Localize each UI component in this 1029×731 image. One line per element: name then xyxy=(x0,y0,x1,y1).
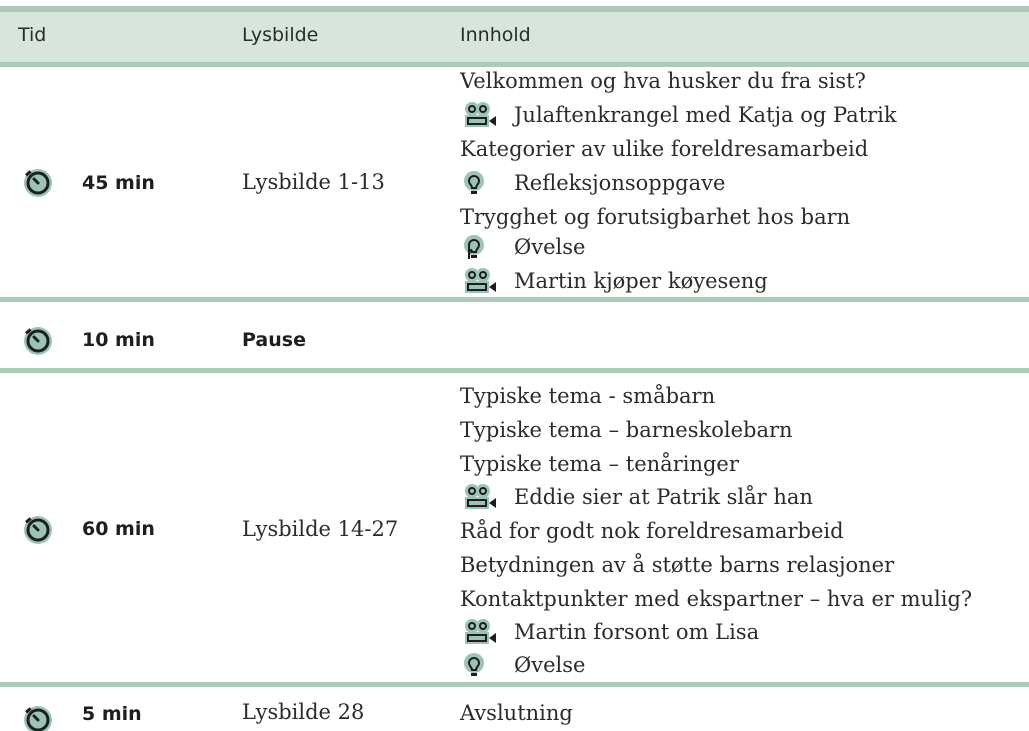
stopwatch-icon xyxy=(22,324,54,356)
row-divider xyxy=(0,682,1029,687)
content-item: Martin forsont om Lisa xyxy=(514,620,760,644)
content-item: Betydningen av å støtte barns relasjoner xyxy=(460,553,895,577)
lightbulb-icon xyxy=(462,232,498,262)
content-item: Eddie sier at Patrik slår han xyxy=(514,485,813,509)
film-camera-icon xyxy=(462,617,498,647)
duration-label: 5 min xyxy=(82,703,142,725)
row-divider xyxy=(0,297,1029,302)
content-item: Velkommen og hva husker du fra sist? xyxy=(460,69,866,93)
content-item: Typiske tema – tenåringer xyxy=(460,452,739,476)
header-slide: Lysbilde xyxy=(242,24,319,46)
header-time: Tid xyxy=(18,24,47,46)
content-item: Øvelse xyxy=(514,653,586,677)
stopwatch-icon xyxy=(22,166,54,198)
table-header xyxy=(0,6,1029,67)
slide-range: Lysbilde 1-13 xyxy=(242,170,385,194)
slide-range: Lysbilde 28 xyxy=(242,700,365,724)
content-item: Råd for godt nok foreldresamarbeid xyxy=(460,519,844,543)
header-content: Innhold xyxy=(460,24,531,46)
film-camera-icon xyxy=(462,266,498,296)
content-item: Kontaktpunkter med ekspartner – hva er mulig? xyxy=(460,587,973,611)
lightbulb-icon xyxy=(462,168,498,198)
row-divider xyxy=(0,368,1029,373)
film-camera-icon xyxy=(462,482,498,512)
content-item: Martin kjøper køyeseng xyxy=(514,269,768,293)
content-item: Trygghet og forutsigbarhet hos barn xyxy=(460,205,851,229)
content-item: Avslutning xyxy=(460,701,573,725)
slide-range: Lysbilde 14-27 xyxy=(242,517,399,541)
content-item: Kategorier av ulike foreldresamarbeid xyxy=(460,137,869,161)
film-camera-icon xyxy=(462,100,498,130)
duration-label: 45 min xyxy=(82,172,155,194)
duration-label: 10 min xyxy=(82,329,155,351)
stopwatch-icon xyxy=(22,703,54,731)
content-item: Typiske tema - småbarn xyxy=(460,384,716,408)
lightbulb-icon xyxy=(462,650,498,680)
content-item: Typiske tema – barneskolebarn xyxy=(460,418,793,442)
content-item: Refleksjonsoppgave xyxy=(514,171,726,195)
content-item: Julaftenkrangel med Katja og Patrik xyxy=(514,103,897,127)
content-item: Øvelse xyxy=(514,235,586,259)
duration-label: 60 min xyxy=(82,518,155,540)
pause-label: Pause xyxy=(242,329,306,351)
stopwatch-icon xyxy=(22,513,54,545)
